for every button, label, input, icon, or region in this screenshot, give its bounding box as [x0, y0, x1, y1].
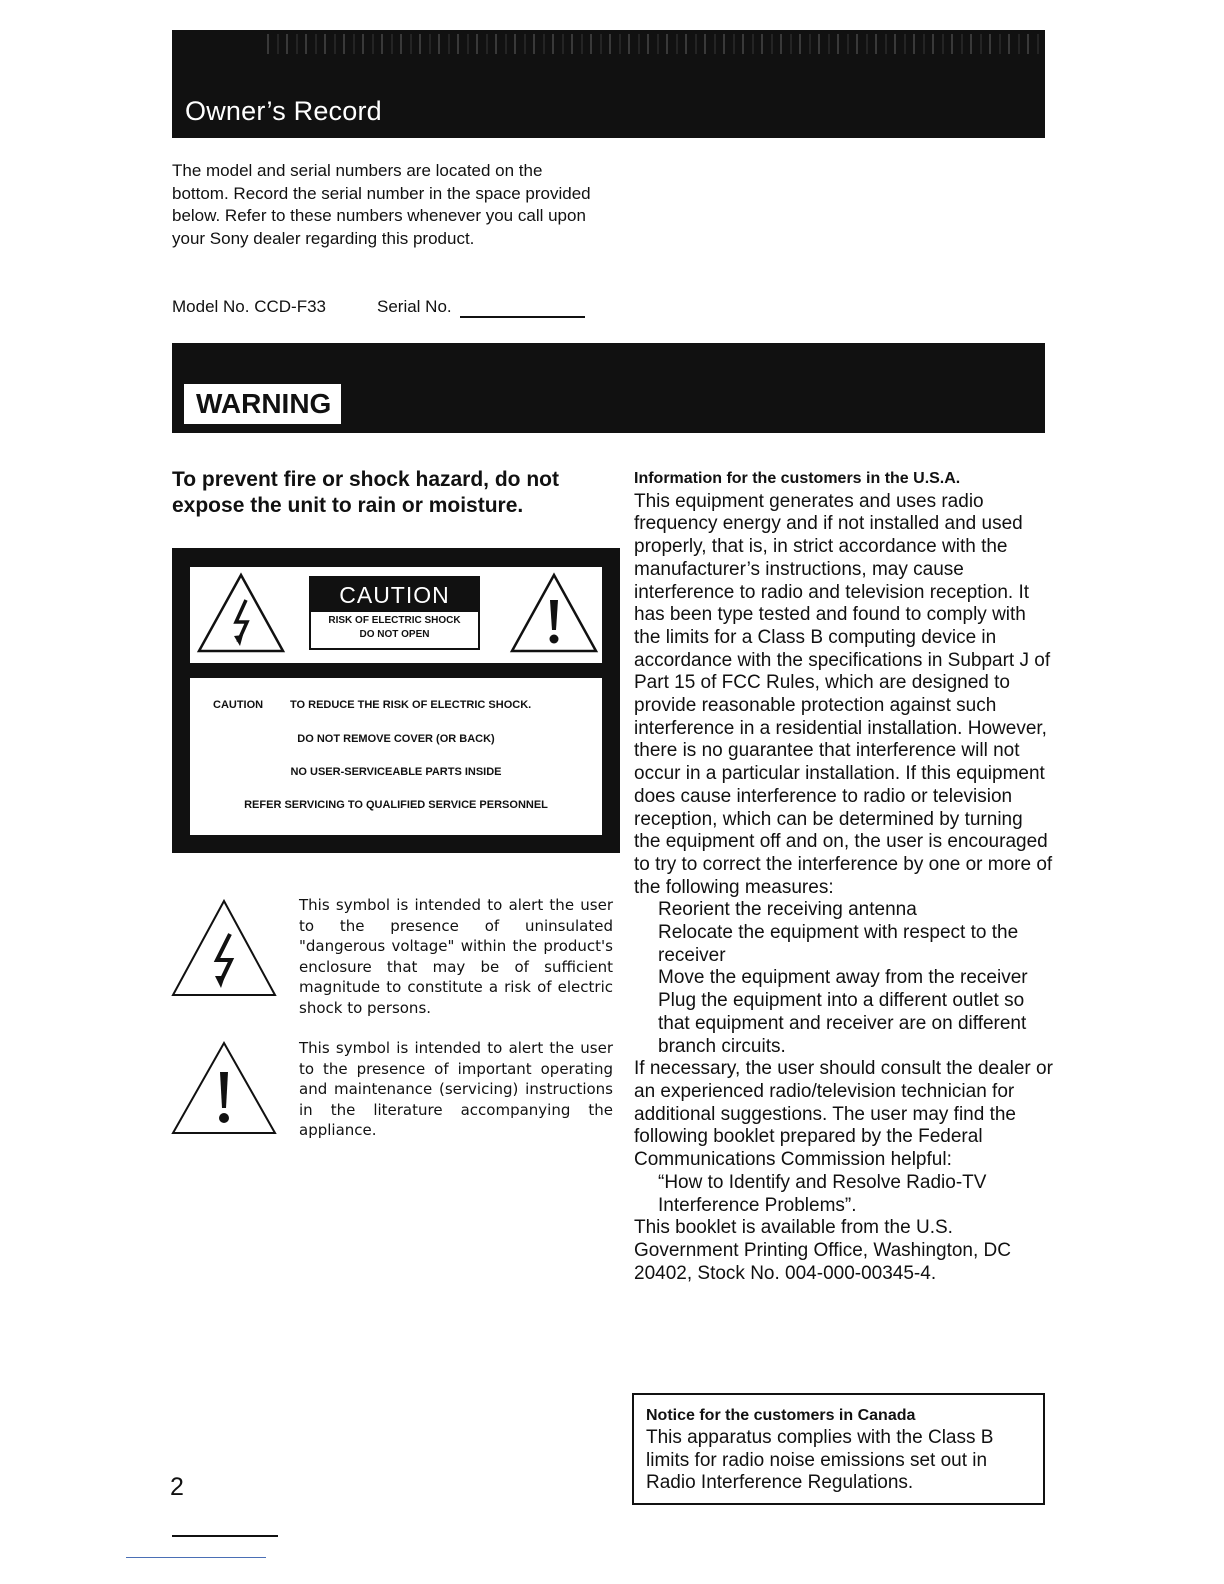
- measure-item: Plug the equipment into a different outlet so that equipment and receiver are on different branch circuits.: [658, 990, 1027, 1057]
- caution-badge-subtext: [311, 614, 478, 642]
- usa-information-paragraph-1: This equipment generates and uses radio frequency energy and if not installed and used properly, that is, in strict accordance with the manufacturer’s instructions, may cause interference to radio and television reception. It has been type tested and found to comply with the limits for a Class B computing device in accordance with the specifications in Subpart J of Part 15 of FCC Rules, which are designed to provide reasonable protection against such interference in a residential installation. However, there is no guarantee that interference will not occur in a particular installation. If this equipment does cause interference to radio or television reception, which can be determined by turning the equipment off and on, the user is encouraged to try to correct the interference by one or more of the following measures:: [634, 490, 1053, 898]
- caution-badge-heading: CAUTION: [311, 578, 478, 612]
- footer-blue-rule: [126, 1557, 266, 1558]
- caution-line-2: DO NOT REMOVE COVER (OR BACK): [297, 733, 495, 745]
- owners-record-title: Owner’s Record: [185, 96, 382, 126]
- caution-line-3: NO USER-SERVICEABLE PARTS INSIDE: [290, 766, 502, 778]
- exclamation-warning-icon: [509, 572, 599, 654]
- canada-notice-heading: Notice for the customers in Canada: [646, 1407, 916, 1424]
- canada-notice-box: [632, 1393, 1045, 1505]
- caution-line-4: REFER SERVICING TO QUALIFIED SERVICE PERSONNEL: [244, 799, 548, 811]
- caution-line-1: TO REDUCE THE RISK OF ELECTRIC SHOCK.: [290, 699, 532, 711]
- usa-information-heading: Information for the customers in the U.S.A.: [634, 470, 961, 487]
- warning-title: WARNING: [182, 382, 343, 426]
- header-texture: [260, 34, 1040, 54]
- model-number: Model No. CCD-F33: [172, 297, 326, 316]
- exclamation-symbol-description: This symbol is intended to alert the user to the presence of important operating and maintenance (servicing) instructions in the literature accompanying the appliance.: [299, 1039, 613, 1139]
- serial-number-label: Serial No.: [377, 297, 452, 316]
- canada-notice-body: This apparatus complies with the Class B limits for radio noise emissions set out in Radio Interference Regulations.: [646, 1427, 994, 1494]
- lightning-warning-icon: [196, 572, 286, 654]
- exclamation-symbol-icon: [170, 1040, 278, 1136]
- footer-rule: [172, 1535, 278, 1537]
- booklet-title: “How to Identify and Resolve Radio-TV Interference Problems”.: [658, 1171, 987, 1216]
- caution-line-prefix: CAUTION: [213, 699, 264, 711]
- lightning-symbol-description: This symbol is intended to alert the user to the presence of uninsulated "dangerous voltage" within the product's enclosure that may be of sufficient magnitude to constitute a risk of electric shock to persons.: [299, 896, 613, 1017]
- measure-item: Relocate the equipment with respect to the receiver: [658, 922, 1019, 966]
- lightning-symbol-icon: [170, 898, 278, 998]
- measure-item: Reorient the receiving antenna: [658, 899, 917, 921]
- owners-record-intro: The model and serial numbers are located on the bottom. Record the serial number in the space provided below. Refer to these numbers whenever you call upon your Sony dealer regarding this product.: [172, 161, 591, 249]
- caution-badge-risk: RISK OF ELECTRIC SHOCK: [328, 615, 461, 626]
- usa-information-paragraph-2: If necessary, the user should consult the dealer or an experienced radio/television technician for additional suggestions. The user may find the following booklet prepared by the Federal Communications Commission helpful:: [634, 1058, 1053, 1171]
- measure-item: Move the equipment away from the receiver: [658, 967, 1028, 989]
- usa-information-paragraph-3: This booklet is available from the U.S. Government Printing Office, Washington, DC 20402, Stock No. 004-000-00345-4.: [634, 1217, 1011, 1284]
- page-number: 2: [170, 1473, 184, 1501]
- caution-badge-do-not-open: DO NOT OPEN: [359, 629, 430, 640]
- serial-number-blank-line: [460, 316, 585, 318]
- usa-information-section: [634, 468, 1054, 1285]
- prevent-hazard-text: To prevent fire or shock hazard, do not expose the unit to rain or moisture.: [172, 468, 559, 517]
